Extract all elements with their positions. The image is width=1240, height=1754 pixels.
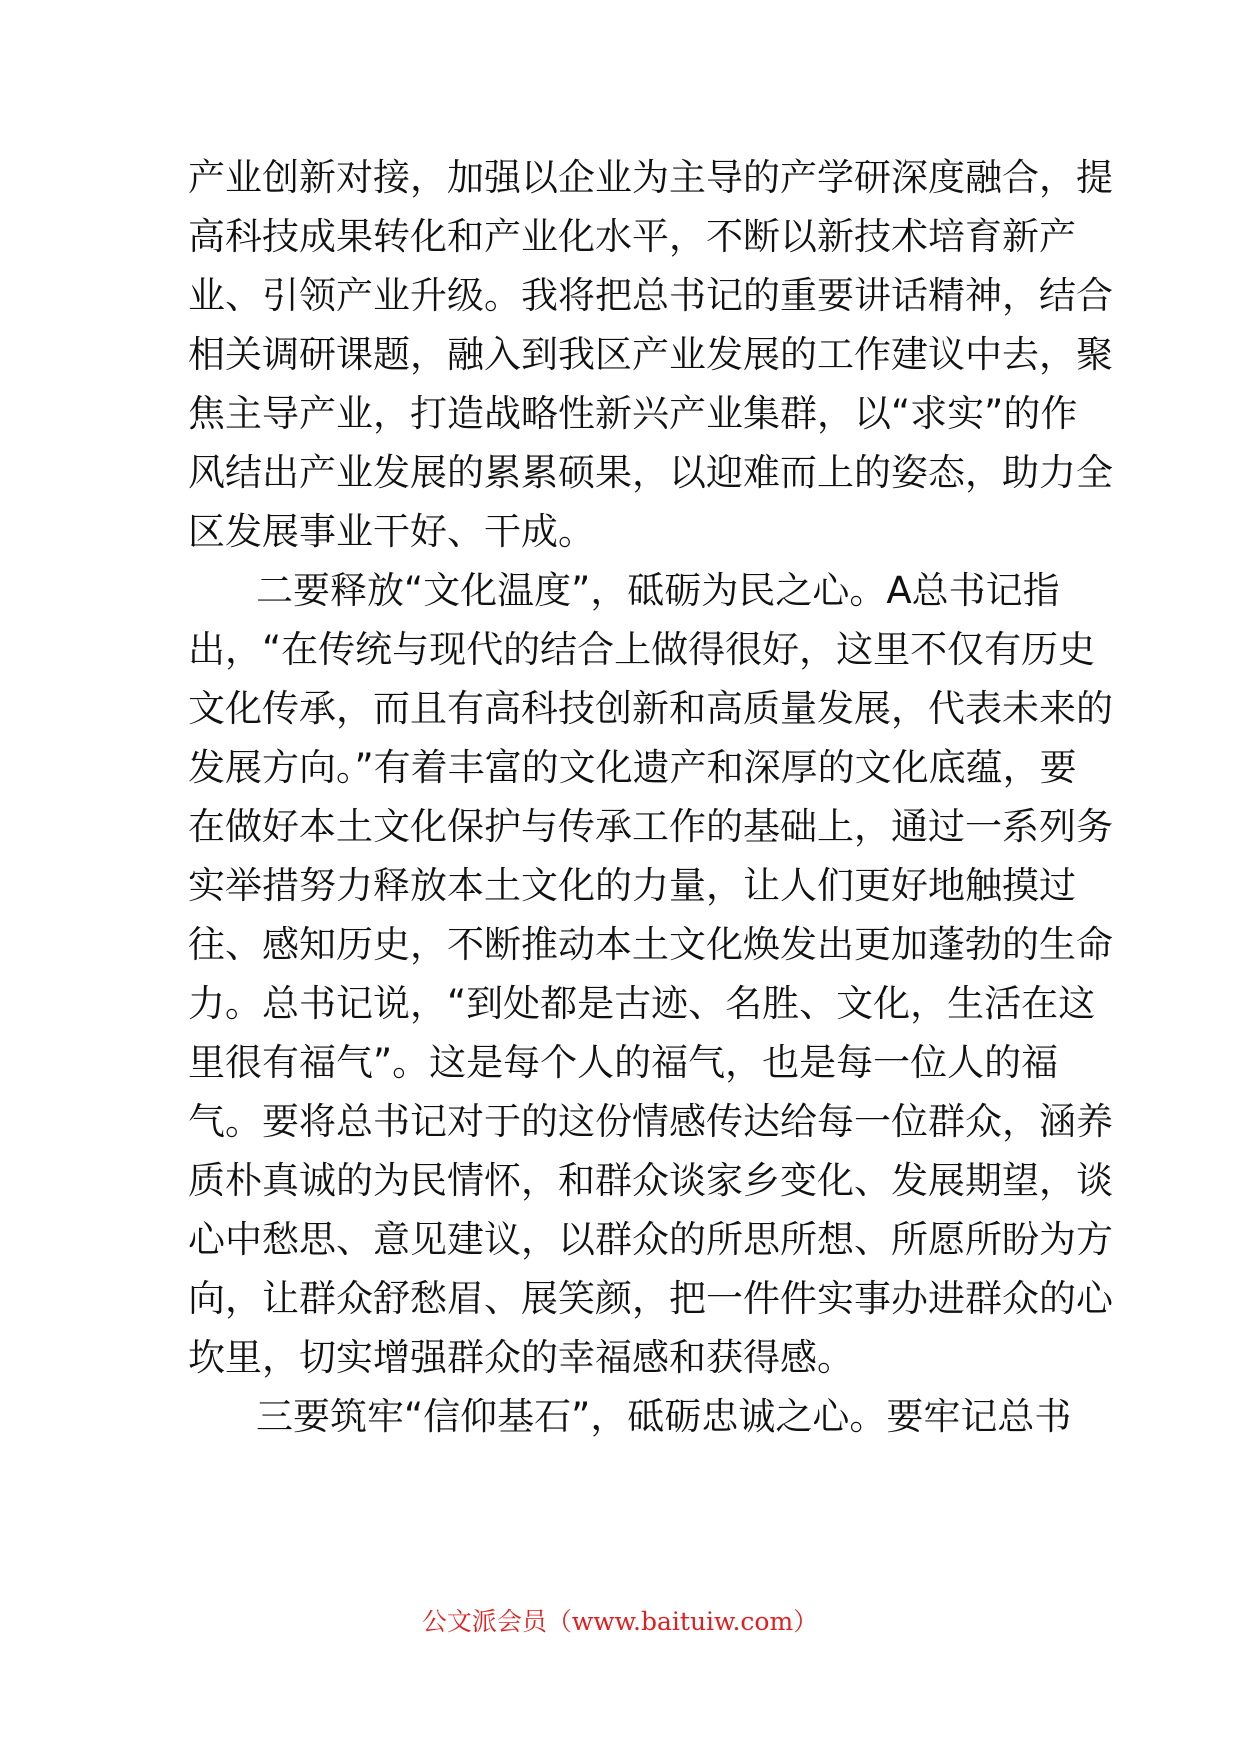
text-line-19: 心中愁思、意见建议，以群众的所思所想、所愿所盼为方 (188, 1218, 1113, 1261)
text-line-1: 产业创新对接，加强以企业为主导的产学研深度融合，提 (188, 156, 1113, 199)
text-line-21: 坎里，切实增强群众的幸福感和获得感。 (188, 1336, 854, 1379)
text-line-2: 高科技成果转化和产业化水平，不断以新技术培育新产 (188, 215, 1076, 258)
text-line-10: 文化传承，而且有高科技创新和高质量发展，代表未来的 (188, 687, 1113, 730)
text-line-3: 业、引领产业升级。我将把总书记的重要讲话精神，结合 (188, 274, 1113, 317)
text-line-6: 风结出产业发展的累累硕果，以迎难而上的姿态，助力全 (188, 451, 1113, 494)
text-line-20: 向，让群众舒愁眉、展笑颜，把一件件实事办进群众的心 (188, 1277, 1113, 1320)
footer-watermark: 公文派会员（www.baituiw.com） (421, 1607, 819, 1636)
text-line-4: 相关调研课题，融入到我区产业发展的工作建议中去，聚 (188, 333, 1113, 376)
text-line-8: 二要释放“文化温度”，砥砺为民之心。A总书记指 (256, 569, 1060, 612)
text-line-14: 往、感知历史，不断推动本土文化焕发出更加蓬勃的生命 (188, 923, 1113, 966)
text-line-16: 里很有福气”。这是每个人的福气，也是每一位人的福 (188, 1041, 1059, 1084)
text-line-7: 区发展事业干好、干成。 (188, 510, 595, 553)
text-line-9: 出，“在传统与现代的结合上做得很好，这里不仅有历史 (188, 628, 1096, 671)
text-line-18: 质朴真诚的为民情怀，和群众谈家乡变化、发展期望，谈 (188, 1159, 1113, 1202)
text-line-5: 焦主导产业，打造战略性新兴产业集群，以“求实”的作 (188, 392, 1078, 435)
text-line-22: 三要筑牢“信仰基石”，砥砺忠诚之心。要牢记总书 (256, 1395, 1072, 1438)
text-line-15: 力。总书记说，“到处都是古迹、名胜、文化，生活在这 (188, 982, 1096, 1025)
text-line-11: 发展方向。”有着丰富的文化遗产和深厚的文化底蕴，要 (188, 746, 1077, 789)
text-line-17: 气。要将总书记对于的这份情感传达给每一位群众，涵养 (188, 1100, 1113, 1143)
text-line-12: 在做好本土文化保护与传承工作的基础上，通过一系列务 (188, 805, 1113, 848)
text-line-13: 实举措努力释放本土文化的力量，让人们更好地触摸过 (188, 864, 1076, 907)
